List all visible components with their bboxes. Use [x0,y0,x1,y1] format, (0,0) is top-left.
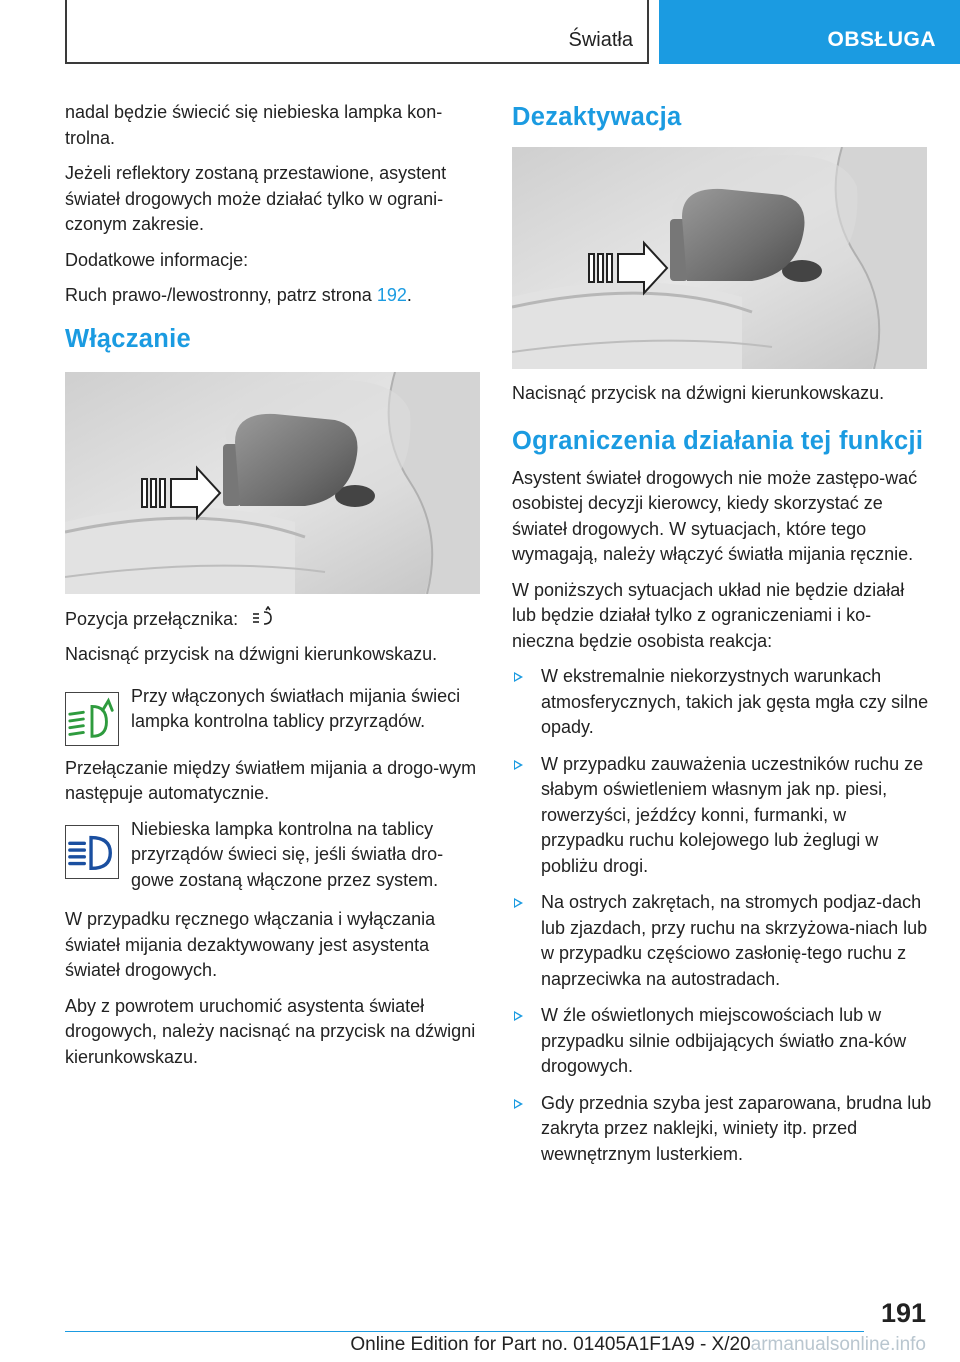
bullet-triangle-icon [514,1099,523,1109]
paragraph: W poniższych sytuacjach układ nie będzie działał lub będzie działał tylko z ograniczeniami i ko-nieczna będzie osobista reakcja: [512,579,905,651]
paragraph: Dodatkowe informacje: [65,249,249,270]
bullet-triangle-icon [514,760,523,770]
header-chapter-tab [659,0,960,64]
right-column [512,100,932,1178]
stalk-photo-enable [65,372,480,594]
low-beam-indicator-icon [65,692,119,746]
paragraph: Jeżeli reflektory zostaną przestawione, asystent świateł drogowych może działać tylko w ograni-czonym zakresie. [65,163,447,234]
bullet-triangle-icon [514,672,523,682]
instruction: Nacisnąć przycisk na dźwigni kierunkowskazu. [65,644,438,664]
bullet-triangle-icon [514,1011,523,1021]
paragraph: Przełączanie między światłem mijania a drogo-wym następuje automatycznie. [65,757,477,803]
list-item: W ekstremalnie niekorzystnych warunkach atmosferycznych, takich jak gęsta mgła czy silne opady. [512,664,932,741]
heading-deactivate: Dezaktywacja [512,103,682,131]
list-item: Gdy przednia szyba jest zaparowana, brudna lub zakryta przez naklejki, winiety itp. przed wewnętrznym lusterkiem. [512,1091,932,1168]
list-item: W źle oświetlonych miejscowościach lub w przypadku silnie odbijających światło zna-ków drogowych. [512,1003,932,1080]
switch-position: Pozycja przełącznika: [65,606,480,633]
stalk-photo-deactivate [512,147,927,369]
paragraph: Aby z powrotem uruchomić asystenta świateł drogowych, należy nacisnąć na przycisk na dźwigni kierunkowskazu. [65,995,476,1067]
list-item: Na ostrych zakrętach, na stromych podjaz-dach lub zjazdach, przy ruchu na skrzyżowa-niach lub w przypadku częściowo zasłonię-tego ruchu z naprzeciwka na autostradach. [512,890,932,992]
header-section-box [65,0,649,64]
paragraph: nadal będzie świecić się niebieska lampka kon-trolna. [65,102,443,148]
left-column [65,100,480,1080]
list-item: W przypadku zauważenia uczestników ruchu ze słabym oświetleniem własnym jak np. piesi, rowerzyści, jeźdźcy konni, furmanki, w przypadku ruchu kolejowego lub żeglugi w pobliżu drogi. [512,752,932,880]
instruction: Nacisnąć przycisk na dźwigni kierunkowskazu. [512,383,885,403]
bullet-triangle-icon [514,898,523,908]
note-low-beam [65,684,480,742]
footer-watermark: armanualsonline.info [750,1334,926,1355]
page-number: 191 [880,1298,926,1328]
page-link[interactable]: 192 [376,285,407,305]
chapter-title: OBSŁUGA [827,28,936,51]
high-beam-indicator-icon [65,825,119,879]
section-title: Światła [568,29,633,51]
note-text: Niebieska lampka kontrolna na tablicy przyrządów świeci się, jeśli światła dro-gowe zostaną włączone przez system. [131,818,444,890]
note-high-beam [65,817,480,894]
heading-limitations: Ograniczenia działania tej funkcji [512,426,924,455]
limitations-list [512,664,932,1167]
note-text: Przy włączonych światłach mijania świeci lampka kontrolna tablicy przyrządów. [131,685,461,731]
paragraph: W przypadku ręcznego włączania i wyłączania świateł mijania dezaktywowany jest asystenta świateł drogowych. [65,909,436,980]
paragraph-with-link: Ruch prawo-/lewostronny, patrz strona 192. [65,285,412,305]
heading-enable: Włączanie [65,324,191,353]
footer-divider [65,1331,864,1332]
paragraph: Asystent świateł drogowych nie może zastępo-wać osobistej decyzji kierowcy, kiedy skorzystać ze świateł drogowych. W sytuacjach, które tego wymagają, należy włączyć światła mijania ręcznie. [512,467,918,564]
high-beam-assistant-icon [251,606,275,628]
footer-edition: Online Edition for Part no. 01405A1F1A9 - X/20armanualsonline.info [350,1334,926,1355]
